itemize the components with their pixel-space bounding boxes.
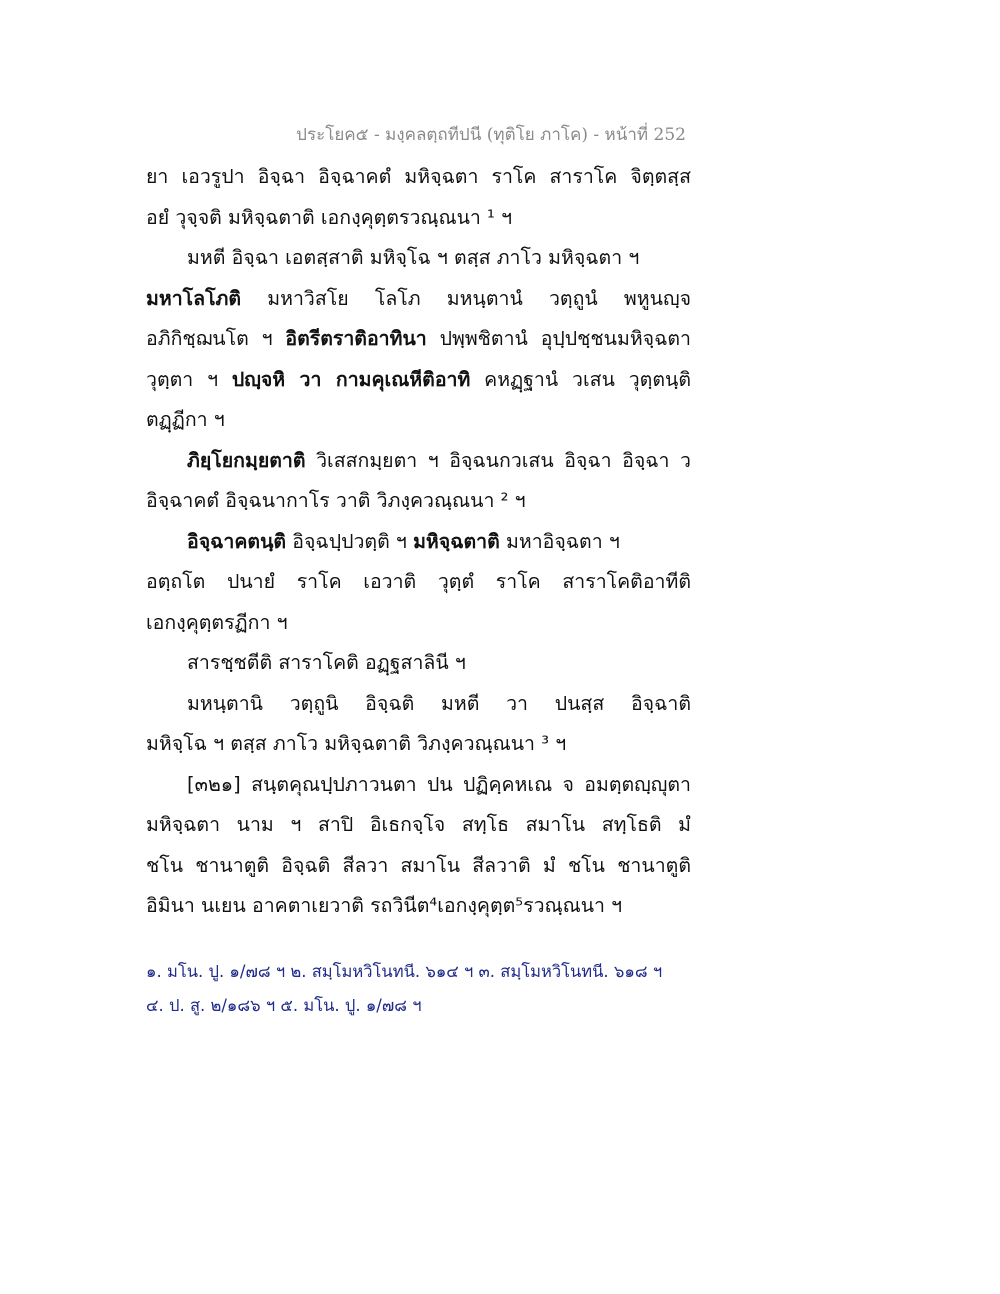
text-line-9: อิจฺฉาคตํ อิจฺฉนากาโร วาติ วิภงฺควณฺณนา ² ฯ — [146, 489, 526, 512]
bold-term-mahalobho: มหาโลโภติ — [146, 286, 242, 310]
bold-term-bhiyyo: ภิยฺโยกมฺยตาติ — [187, 448, 306, 472]
text-line-4 — [146, 279, 691, 320]
text-line-19: อิมินา นเยน อาคตาเยวาติ รถวินีต⁴เอกงฺคุตฺต⁵รวณฺณนา ฯ — [146, 894, 623, 917]
text-line-6-start: วุตฺตา ฯ — [146, 367, 232, 391]
text-line-14: มหนฺตานิ วตฺถูนิ อิจฺฉติ มหตี วา ปนสฺส อิจฺฉาติ — [187, 691, 691, 715]
text-line-17: มหิจฺฉตา นาม ฯ สาปิ อิเธกจฺโจ สทฺโธ สมาโน สทฺโธติ มํ — [146, 813, 691, 836]
text-line-15: มหิจฺโฉ ฯ ตสฺส ภาโว มหิจฺฉตาติ วิภงฺควณฺณนา ³ ฯ — [146, 732, 567, 755]
text-line-16: [๓๒๑] สนฺตคุณปฺปภาวนตา ปน ปฏิคฺคหเณ จ อมตฺตญฺญุตา — [187, 772, 691, 796]
bold-term-itaritara: อิตรีตราติอาทินา — [285, 327, 427, 350]
text-line-6-rest: คหฏฺฐานํ วเสน วุตฺตนฺติ — [470, 367, 692, 391]
text-line-10-mid: อิจฺฉปฺปวตฺติ ฯ — [286, 529, 414, 553]
text-line-5-rest: ปพฺพชิตานํ อุปฺปชฺชนมหิจฺฉตา — [426, 327, 691, 350]
text-line-8 — [146, 441, 691, 482]
text-line-8-rest: วิเสสกมฺยตา ฯ อิจฺฉนกวเสน อิจฺฉา อิจฺฉา ว — [305, 448, 691, 472]
text-line-4-rest: มหาวิสโย โลโภ มหนฺตานํ วตฺถูนํ พหูนญฺจ — [241, 286, 691, 310]
text-line-11: อตฺถโต ปนายํ ราโค เอวาติ วุตฺตํ ราโค สาราโคติอาทีติ — [146, 570, 691, 593]
body-text — [146, 157, 691, 927]
bold-term-mahicchata: มหิจฺฉตาติ — [413, 529, 500, 553]
text-line-6 — [146, 360, 691, 401]
text-line-10-rest: มหาอิจฺฉตา ฯ — [499, 529, 620, 553]
bold-term-pancahi: ปญฺจหิ วา กามคุเณหีติอาทิ — [231, 367, 471, 391]
page-header: ประโยค๕ - มงฺคลตฺถทีปนี (ทุติโย ภาโค) - หน้าที่ 252 — [296, 125, 686, 145]
footnote-line-1: ๑. มโน. ปู. ๑/๗๘ ฯ ๒. สมฺโมหวิโนทนี. ๖๑๔ ฯ ๓. สมฺโมหวิโนทนี. ๖๑๘ ฯ — [146, 962, 663, 981]
footnote-line-2: ๔. ป. สู. ๒/๑๘๖ ฯ ๕. มโน. ปู. ๑/๗๘ ฯ — [146, 996, 422, 1015]
text-line-12: เอกงฺคุตฺตรฏีกา ฯ — [146, 610, 288, 634]
text-line-1: ยา เอวรูปา อิจฺฉา อิจฺฉาคตํ มหิจฺฉตา ราโค สาราโค จิตฺตสฺส — [146, 165, 691, 188]
text-line-2: อยํ วุจฺจติ มหิจฺฉตาติ เอกงฺคุตฺตรวณฺณนา ¹ ฯ — [146, 205, 513, 229]
footnotes — [146, 955, 691, 1023]
text-line-18: ชโน ชานาตูติ อิจฺฉติ สีลวา สมาโน สีลวาติ มํ ชโน ชานาตูติ — [146, 853, 691, 877]
text-line-10 — [146, 522, 691, 563]
text-line-7: ตฏฺฏีกา ฯ — [146, 408, 225, 431]
bold-term-icchagata: อิจฺฉาคตนฺติ — [187, 529, 287, 553]
text-line-3: มหตี อิจฺฉา เอตสฺสาติ มหิจฺโฉ ฯ ตสฺส ภาโว มหิจฺฉตา ฯ — [187, 246, 640, 269]
text-line-5-start: อภิกิชฺฌนโต ฯ — [146, 327, 286, 350]
text-line-13: สารชฺชตีติ สาราโคติ อฏฺฐสาลินี ฯ — [187, 651, 466, 674]
text-line-5 — [146, 319, 691, 360]
